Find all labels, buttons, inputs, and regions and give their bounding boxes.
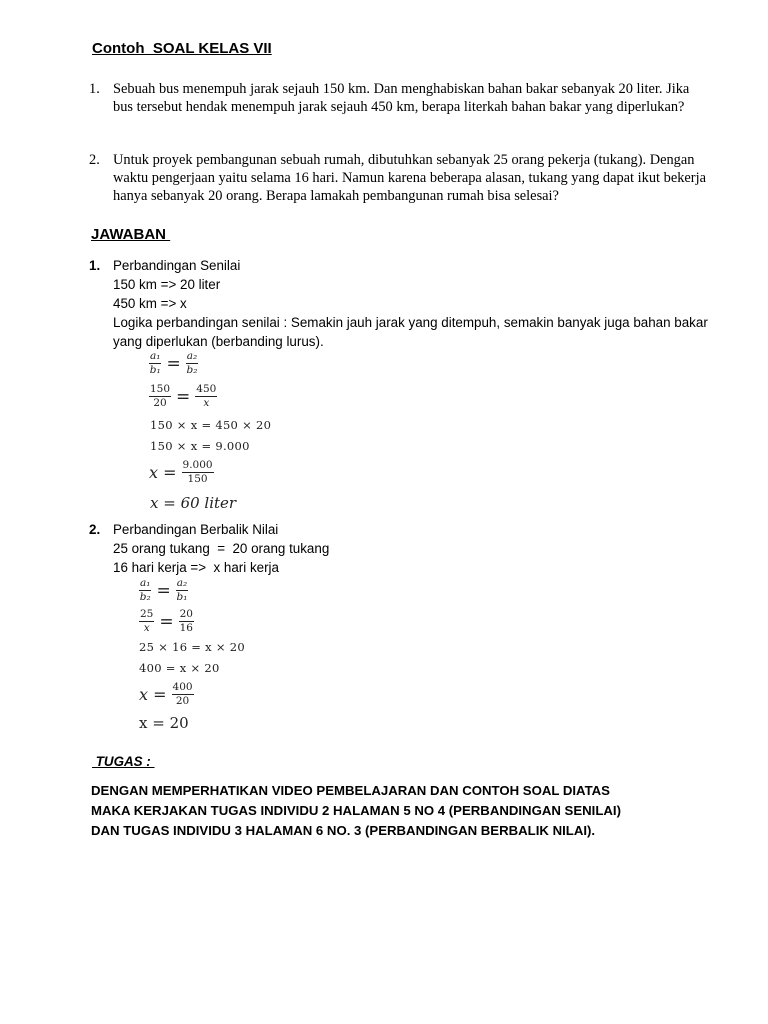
- equation-step-2: 400 = x × 20: [139, 661, 220, 675]
- formula-solve-1: [149, 460, 214, 485]
- answer-line: 25 orang tukang = 20 orang tukang: [113, 541, 330, 556]
- answer-line: Logika perbandingan senilai : Semakin jauh jarak yang ditempuh, semakin banyak juga bahan bakar yang diperlukan (berbanding lurus).: [113, 315, 712, 349]
- answer-heading-text: Perbandingan Senilai: [113, 258, 241, 273]
- fraction-numerator: a₂: [176, 577, 188, 589]
- answer-number: 2.: [89, 522, 101, 537]
- fraction-numerator: 400: [172, 681, 193, 693]
- formula-ratio-general-1: $\frac{\text{a₁}}{\text{b₁}}$ = $\frac{\text{a₂}}{\text{b₂}}$: [149, 350, 198, 376]
- fraction-numerator: a₁: [150, 350, 161, 362]
- answer-number: 1.: [89, 258, 101, 273]
- question-number: 2.: [89, 152, 100, 168]
- answer-line: 150 km => 20 liter: [113, 277, 221, 292]
- page-title: Contoh SOAL KELAS VII: [92, 40, 272, 57]
- equation-step-2: 150 × x = 9.000: [150, 439, 250, 453]
- answer-line: 450 km => x: [113, 296, 187, 311]
- fraction-denominator: x: [203, 397, 210, 409]
- fraction-denominator: 20: [175, 695, 190, 707]
- answer-2: [89, 520, 709, 577]
- equation-step-1: 25 × 16 = x × 20: [139, 640, 246, 654]
- fraction-denominator: 150: [187, 473, 208, 485]
- fraction-numerator: a₂: [186, 350, 198, 362]
- equation-result-1: x = 60 liter: [150, 494, 237, 512]
- fraction-numerator: 9.000: [182, 459, 213, 471]
- question-number: 1.: [89, 81, 100, 97]
- formula-ratio-general-2: $\frac{\text{a₁}}{\text{b₂}}$ = $\frac{\text{a₂}}{\text{b₁}}$: [139, 577, 188, 603]
- answer-line: 16 hari kerja => x hari kerja: [113, 560, 279, 575]
- solve-variable: x =: [139, 685, 167, 704]
- fraction-numerator: a₁: [140, 577, 151, 589]
- equation-result-2: x = 20: [139, 714, 189, 732]
- fraction-denominator: 16: [179, 622, 193, 634]
- fraction-denominator: b₂: [139, 591, 151, 603]
- fraction-numerator: 150: [150, 383, 171, 395]
- fraction-numerator: 25: [140, 608, 154, 620]
- answer-heading-text: Perbandingan Berbalik Nilai: [113, 522, 279, 537]
- fraction-denominator: b₂: [186, 364, 198, 376]
- question-text: Sebuah bus menempuh jarak sejauh 150 km. Dan menghabiskan bahan bakar sebanyak 20 liter. Jika bus tersebut hendak menempuh jarak sejauh 450 km, berapa literkah bahan bakar yang diperlukan?: [113, 81, 690, 115]
- question-2: [89, 151, 709, 205]
- fraction-denominator: x: [143, 622, 150, 634]
- fraction-denominator: 20: [153, 397, 167, 409]
- task-label: TUGAS :: [92, 754, 155, 769]
- equation-step-1: 150 × x = 450 × 20: [150, 418, 272, 432]
- fraction-numerator: 20: [179, 608, 193, 620]
- formula-ratio-values-2: $\frac{25}{x}$ = $\frac{20}{16}$: [140, 608, 193, 634]
- fraction-denominator: b₁: [149, 364, 161, 376]
- formula-solve-2: [139, 682, 194, 707]
- question-text: Untuk proyek pembangunan sebuah rumah, dibutuhkan sebanyak 25 orang pekerja (tukang). Dengan waktu pengerjaan yaitu selama 16 hari. Namun karena beberapa alasan, tukang yang dapat ikut bekerja hanya sebanyak 20 orang. Berapa lamakah pembangunan rumah bisa selesai?: [113, 152, 706, 204]
- solve-variable: x =: [149, 463, 177, 482]
- answer-1: [89, 256, 712, 351]
- fraction-numerator: 450: [196, 383, 217, 395]
- answer-heading: JAWABAN: [91, 226, 171, 243]
- task-instructions: DENGAN MEMPERHATIKAN VIDEO PEMBELAJARAN DAN CONTOH SOAL DIATAS MAKA KERJAKAN TUGAS INDIVIDU 2 HALAMAN 5 NO 4 (PERBANDINGAN SENILAI) DAN TUGAS INDIVIDU 3 HALAMAN 6 NO. 3 (PERBANDINGAN BERBALIK NILAI).: [91, 783, 621, 838]
- question-1: [89, 80, 709, 116]
- formula-ratio-values-1: $\frac{150}{20}$ = $\frac{450}{x}$: [150, 383, 217, 409]
- fraction-denominator: b₁: [176, 591, 188, 603]
